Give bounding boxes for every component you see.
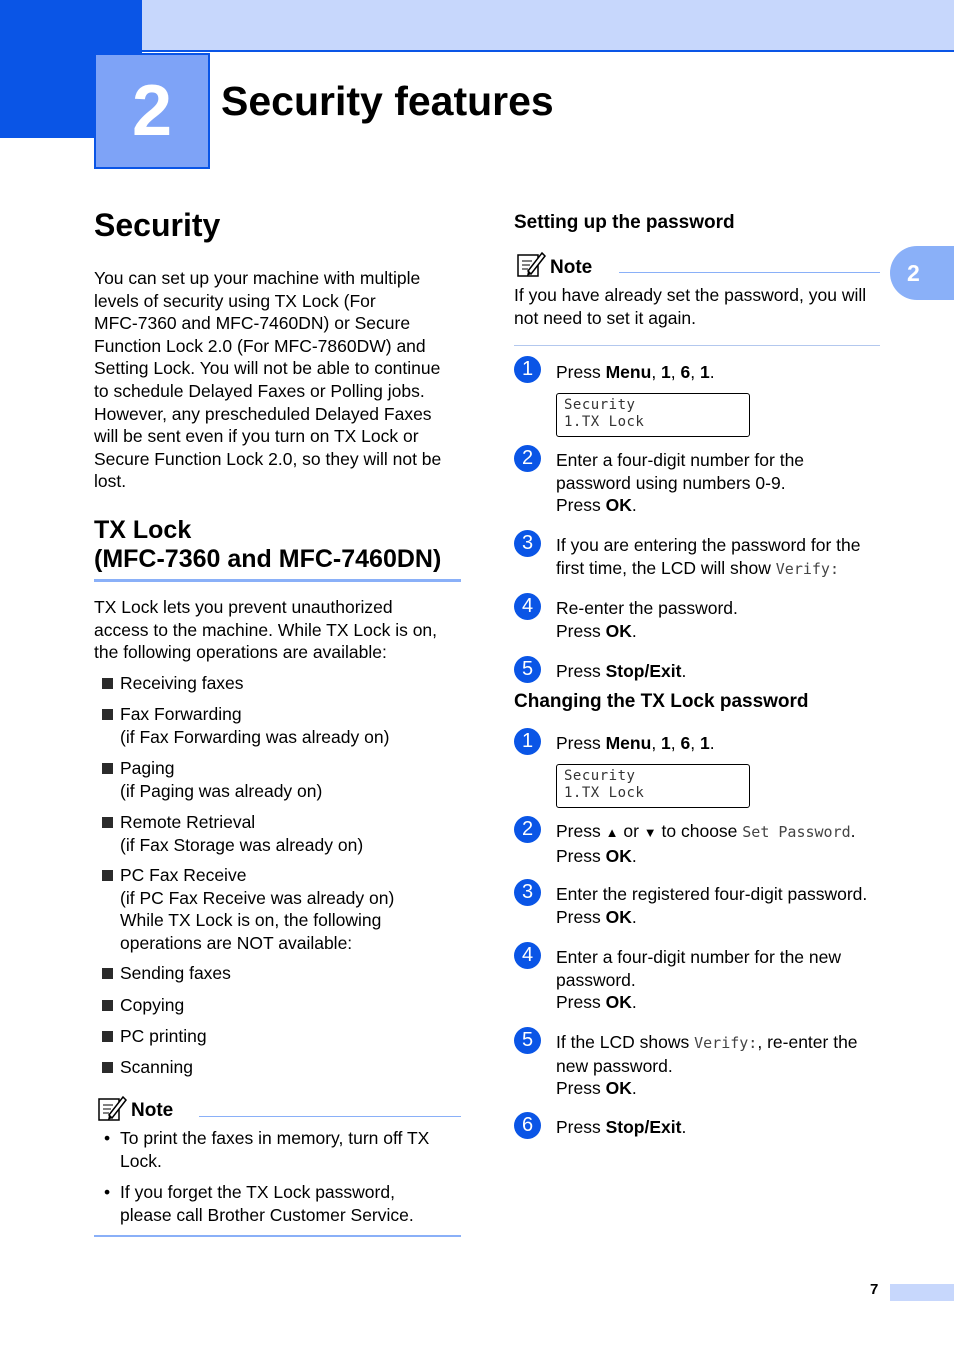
list-item-text: operations are NOT available:	[120, 932, 353, 953]
bullet-square-icon	[102, 870, 113, 881]
bullet-square-icon	[102, 968, 113, 979]
note-label: Note	[550, 257, 593, 278]
list-item-text: (if Paging was already on)	[120, 780, 323, 801]
lcd-line: Security	[564, 397, 636, 413]
bullet-square-icon	[102, 709, 113, 720]
list-item-text: Paging	[120, 758, 175, 778]
txlock-paragraph	[94, 596, 464, 664]
header-band	[142, 0, 954, 52]
note-pencil-icon	[516, 250, 546, 278]
text-line: not need to set it again.	[514, 307, 696, 328]
step-number-badge: 4	[514, 942, 541, 969]
bullet-square-icon	[102, 678, 113, 689]
heading-underline	[94, 579, 461, 582]
heading-line: TX Lock	[94, 516, 192, 544]
list-item-text: (if Fax Storage was already on)	[120, 834, 364, 855]
lcd-display	[556, 764, 750, 808]
list-item-text: While TX Lock is on, the following	[120, 910, 382, 931]
list-item-text: Fax Forwarding	[120, 704, 242, 724]
step-number-badge: 3	[514, 530, 541, 557]
text-line: Setting Lock. You will not be able to continue	[94, 358, 441, 379]
up-arrow-icon: ▲	[605, 825, 619, 840]
text-line: MFC-7360 and MFC-7460DN) or Secure	[94, 313, 411, 334]
text-line: lost.	[94, 471, 127, 492]
chapter-side-tab: 2	[890, 246, 954, 300]
down-arrow-icon: ▼	[643, 825, 657, 840]
section-heading-txlock	[94, 516, 441, 574]
list-item-text: Scanning	[120, 1057, 193, 1077]
note-bottom-rule	[94, 1235, 461, 1237]
step-text: Press Stop/Exit.	[556, 661, 687, 681]
list-item-text: Sending faxes	[120, 963, 231, 983]
bullet-square-icon	[102, 1000, 113, 1011]
step-number-badge: 6	[514, 1112, 541, 1139]
bullet-square-icon	[102, 763, 113, 774]
text-line: If you have already set the password, you will	[514, 285, 867, 305]
bullet-square-icon	[102, 1031, 113, 1042]
step-text: If the LCD shows Verify:, re-enter the new password. Press OK.	[556, 1032, 858, 1099]
list-item-text: Copying	[120, 995, 185, 1015]
text-line: to schedule Delayed Faxes or Polling jobs.	[94, 380, 425, 401]
text-line: Secure Function Lock 2.0, so they will not be	[94, 448, 442, 469]
chapter-number: 2	[94, 53, 210, 169]
step-number-badge: 5	[514, 656, 541, 683]
text-line: will be sent even if you turn on TX Lock or	[94, 426, 419, 447]
subheading-change-password: Changing the TX Lock password	[514, 691, 809, 712]
step-text: Enter a four-digit number for the new password. Press OK.	[556, 947, 842, 1013]
note-text: Lock.	[120, 1150, 162, 1171]
list-item-text: Receiving faxes	[120, 673, 244, 693]
step-text: Press Stop/Exit.	[556, 1117, 687, 1137]
note-rule	[199, 1116, 461, 1117]
lcd-line: 1.TX Lock	[564, 785, 645, 801]
bullet-dot-icon: •	[104, 1128, 111, 1148]
note-rule	[619, 272, 880, 273]
list-item-text: PC printing	[120, 1026, 207, 1046]
section-heading-security: Security	[94, 207, 221, 243]
list-item-text: (if PC Fax Receive was already on)	[120, 887, 395, 908]
subheading-setup: Setting up the password	[514, 212, 735, 233]
note-pencil-icon	[97, 1094, 127, 1122]
note-text: please call Brother Customer Service.	[120, 1204, 414, 1225]
step-text: Press Menu, 1, 6, 1.	[556, 733, 715, 753]
page-number: 7	[870, 1281, 879, 1298]
heading-line: (MFC-7360 and MFC-7460DN)	[94, 545, 442, 573]
note-text: If you forget the TX Lock password,	[120, 1182, 395, 1202]
chapter-title: Security features	[221, 78, 554, 124]
step-text: Enter the registered four-digit password. Press OK.	[556, 884, 868, 927]
security-paragraph	[94, 267, 464, 493]
text-line: levels of security using TX Lock (For	[94, 290, 376, 311]
note-text	[514, 284, 866, 329]
text-line: TX Lock lets you prevent unauthorized	[94, 597, 393, 617]
bullet-square-icon	[102, 1062, 113, 1073]
list-item-text: (if Fax Forwarding was already on)	[120, 726, 390, 747]
lcd-display	[556, 393, 750, 437]
step-number-badge: 4	[514, 593, 541, 620]
lcd-line: Security	[564, 768, 636, 784]
note-text: To print the faxes in memory, turn off TX	[120, 1128, 430, 1148]
list-item-text: PC Fax Receive	[120, 865, 247, 885]
step-text: Press Menu, 1, 6, 1.	[556, 362, 715, 382]
text-line: the following operations are available:	[94, 642, 387, 663]
step-number-badge: 5	[514, 1027, 541, 1054]
step-number-badge: 3	[514, 879, 541, 906]
step-text: If you are entering the password for the first time, the LCD will show Verify:	[556, 535, 861, 578]
note-label: Note	[131, 1100, 174, 1121]
step-number-badge: 2	[514, 445, 541, 472]
text-line: However, any prescheduled Delayed Faxes	[94, 403, 432, 424]
step-text: Press ▲ or ▼ to choose Set Password. Press OK.	[556, 821, 856, 866]
lcd-line: 1.TX Lock	[564, 414, 645, 430]
text-line: You can set up your machine with multiple	[94, 268, 421, 288]
footer-bar	[890, 1284, 954, 1301]
step-number-badge: 1	[514, 728, 541, 755]
bullet-dot-icon: •	[104, 1182, 111, 1202]
list-item-text: Remote Retrieval	[120, 812, 256, 832]
text-line: Function Lock 2.0 (For MFC-7860DW) and	[94, 335, 426, 356]
step-text: Re-enter the password. Press OK.	[556, 598, 738, 641]
step-text: Enter a four-digit number for the password using numbers 0-9. Press OK.	[556, 450, 805, 516]
text-line: access to the machine. While TX Lock is on,	[94, 619, 438, 640]
step-number-badge: 1	[514, 356, 541, 383]
step-number-badge: 2	[514, 816, 541, 843]
note-bottom-rule	[514, 345, 880, 346]
bullet-square-icon	[102, 817, 113, 828]
